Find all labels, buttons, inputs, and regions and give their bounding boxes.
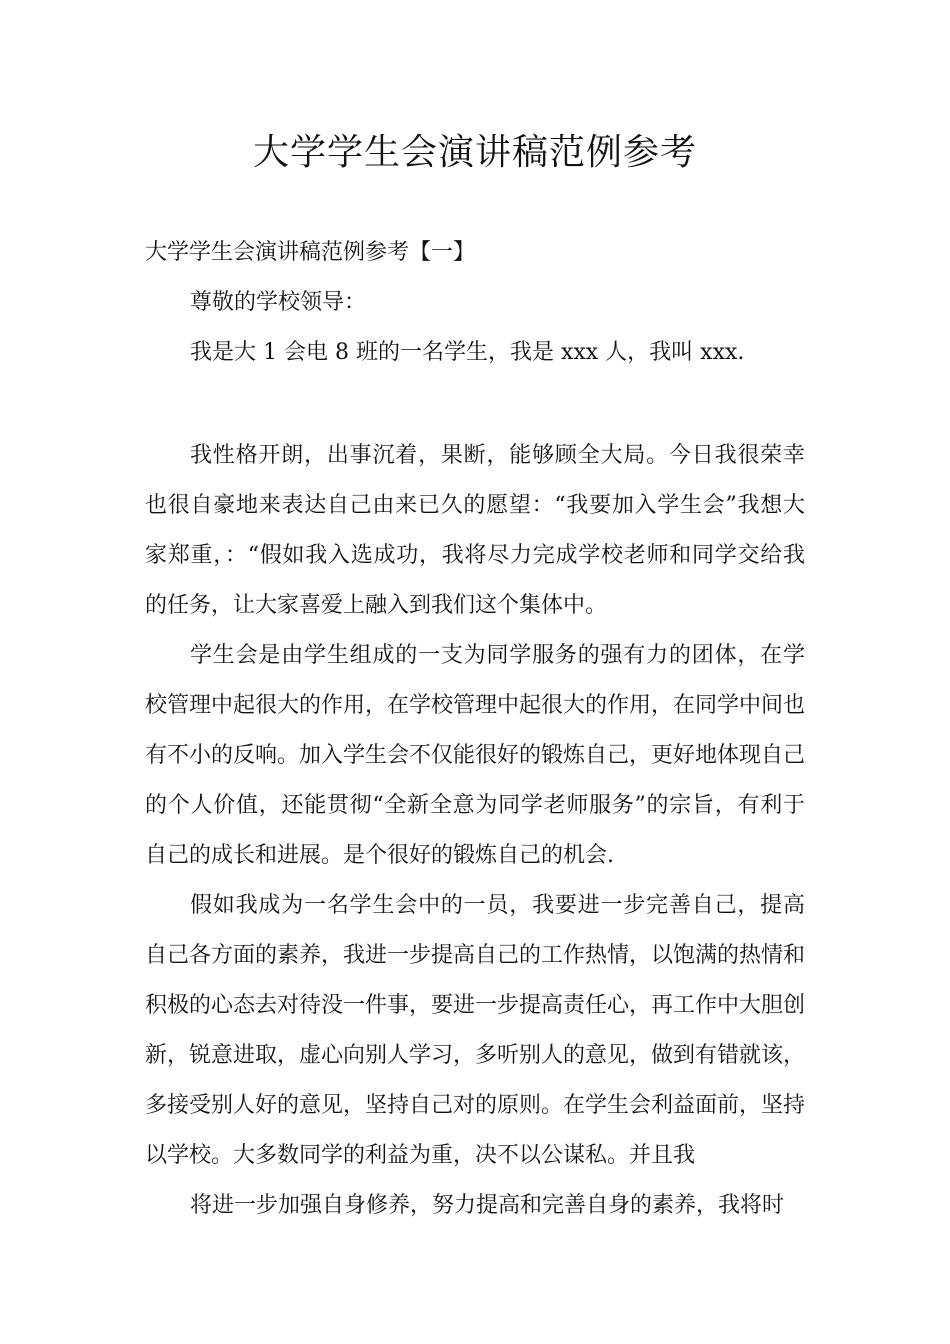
paragraph-3: 假如我成为一名学生会中的一员，我要进一步完善自己，提高自己各方面的素养，我进一步提高自己的工作热情，以饱满的热情和积极的心态去对待没一件事，要进一步提高责任心，再工作中大胆创新，锐意进取，虚心向别人学习，多听别人的意见，做到有错就该，多接受别人好的意见，坚持自己对的原则。在学生会利益面前，坚持以学校。大多数同学的利益为重，决不以公谋私。并且我 [145, 893, 806, 1168]
intro-line: 我是大 1 会电 8 班的一名学生，我是 xxx 人，我叫 xxx. [190, 340, 745, 365]
paragraph-2: 学生会是由学生组成的一支为同学服务的强有力的团体，在学校管理中起很大的作用，在学校管理中起很大的作用，在同学中间也有不小的反响。加入学生会不仅能很好的锻炼自己，更好地体现自己的个人价值，还能贯彻“全新全意为同学老师服务”的宗旨，有利于自己的成长和进展。是个很好的锻炼自己的机会. [145, 643, 806, 868]
paragraph-4: 将进一步加强自身修养，努力提高和完善自身的素养，我将时 [190, 1193, 785, 1218]
salutation: 尊敬的学校领导： [190, 290, 367, 315]
document-body [145, 228, 805, 1231]
paragraph-gap [145, 378, 805, 431]
paragraph-1: 我性格开朗，出事沉着，果断，能够顾全大局。今日我很荣幸也很自豪地来表达自己由来已久的愿望：“我要加入学生会”我想大家郑重，：“假如我入选成功，我将尽力完成学校老师和同学交给我的任务，让大家喜爱上融入到我们这个集体中。 [145, 443, 805, 618]
section-heading: 大学学生会演讲稿范例参考【一】 [145, 240, 476, 265]
document-title: 大学学生会演讲稿范例参考 [252, 132, 697, 173]
